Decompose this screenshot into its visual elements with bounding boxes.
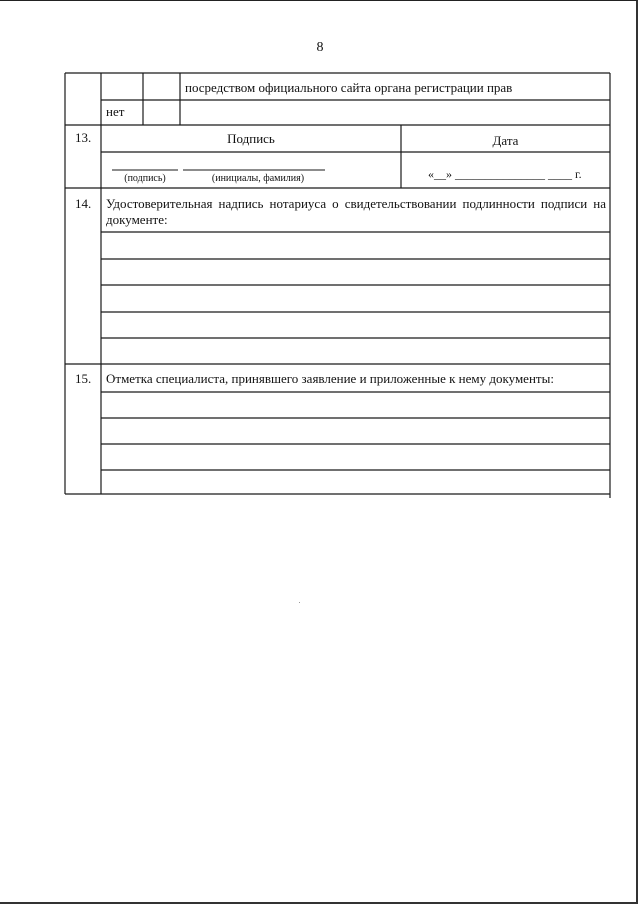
signature-header: Подпись bbox=[227, 131, 275, 146]
scan-speck bbox=[299, 602, 300, 603]
initials-caption: (инициалы, фамилия) bbox=[211, 173, 305, 184]
row-13-number: 13. bbox=[75, 130, 92, 145]
row-14-number: 14. bbox=[75, 196, 92, 211]
signature-caption: (подпись) bbox=[124, 173, 166, 184]
delivery-option-text: посредством официального сайта органа регистрации прав bbox=[185, 80, 513, 95]
date-header: Дата bbox=[492, 133, 519, 148]
date-field[interactable]: «__» _______________ ____ г. bbox=[428, 167, 582, 181]
row-15-number: 15. bbox=[75, 371, 92, 386]
no-label: нет bbox=[106, 104, 125, 119]
specialist-note-text: Отметка специалиста, принявшего заявление и приложенные к нему документы: bbox=[106, 371, 554, 386]
page-number: 8 bbox=[316, 40, 324, 55]
notary-certification-text: Удостоверительная надпись нотариуса о свидетельствовании подлинности подписи на документе: bbox=[106, 196, 606, 227]
